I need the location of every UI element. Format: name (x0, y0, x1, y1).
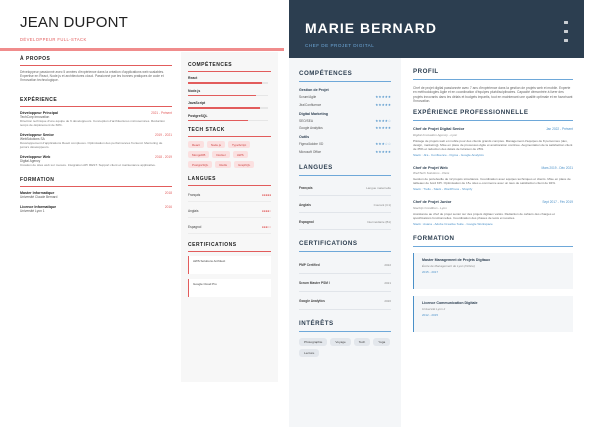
tech-tag: Docker (212, 151, 230, 158)
tech-tag: Node.js (207, 141, 225, 148)
language-item (188, 222, 271, 234)
education-item (413, 253, 573, 289)
skill-stars: ★★★★★ (375, 95, 391, 99)
degree-title: Master Management de Projets Digitaux (422, 257, 491, 262)
job-stack: Stack : Asana - Adobe Creative Suite - Google Workspace (413, 221, 493, 226)
degree-date: 2015 - 2017 (422, 269, 439, 274)
tech-tag: MongoDB (188, 151, 209, 158)
job-title: Chef de Projet Digital Senior (413, 127, 465, 132)
education-item (413, 296, 573, 332)
job-description: Pilotage de projets web et mobile pour des clients grands comptes. Management d'équipes de 8 personnes (dev, design, marketing). Mise en place de processus Agile et amélioration continue. Augmentation de la satisfaction client de 35% et réduction des délais de livraison de 25%. (413, 138, 573, 151)
job-description: Création de sites web sur mesure. Intégration API REST. Support client et maintenance applicative. (20, 162, 156, 167)
skill-item (188, 76, 271, 84)
language-level: Courant (C1) (373, 202, 391, 207)
experience-heading: EXPÉRIENCE PROFESSIONNELLE (413, 109, 573, 121)
education-item (20, 191, 172, 199)
job-date: Mars 2019 - Déc 2021 (541, 165, 573, 170)
certifications-list (299, 258, 391, 310)
job-stack: Stack : Jira - Confluence - Figma - Google Analytics (413, 152, 484, 157)
job-company: Digital Innovation Agency - Lyon (413, 132, 458, 137)
language-name: Français (188, 193, 201, 197)
skill-stars: ★★★★★ (375, 149, 391, 154)
certification-item (299, 294, 391, 310)
interest-tags (299, 338, 391, 357)
languages-list (188, 190, 271, 234)
tech-tag: AWS (233, 151, 248, 158)
degree-date: 2018 (164, 190, 172, 195)
skill-item (188, 89, 271, 97)
job-description: Développement d'applications React complexes. Optimisation des performances frontend. Mentoring de juniors développeurs. (20, 140, 163, 149)
language-item (299, 182, 391, 196)
certification-item (299, 276, 391, 292)
header-divider (0, 48, 284, 51)
degree-date: 2012 - 2015 (422, 312, 439, 317)
skill-name: Node.js (188, 88, 201, 93)
certification-name: Scrum Master PSM I (299, 280, 330, 285)
language-level-dots: ●●●○○ (261, 225, 271, 229)
experience-item (20, 155, 172, 167)
skill-name: PostgreSQL (188, 113, 208, 118)
job-company: WebSolutions SA (20, 136, 45, 141)
skills-heading: COMPÉTENCES (299, 70, 391, 82)
job-date: Jan 2022 - Présent (546, 127, 573, 132)
tech-tag: TypeScript (228, 141, 250, 148)
certification-item: Google Cloud Pro (188, 279, 271, 297)
degree-school: École de Management de Lyon (Online) (422, 263, 475, 268)
interest-tag: Yoga (373, 338, 390, 346)
resume-marie-bernard (289, 0, 584, 427)
skill-bar (188, 107, 268, 109)
skill-item (299, 95, 391, 99)
experience-item (20, 111, 172, 127)
experience-item (413, 127, 573, 157)
job-title: Développeur Senior (20, 132, 54, 137)
skill-bar-fill (188, 82, 262, 84)
job-description: Gestion de portefeuille de 12 projets simultanés. Coordination avec équipes techniques et clients. Mise en place de tableaux de bord KPI. Optimisation de 15+ sites e-commerce avec un taux de satisfaction client de 92%. (413, 177, 571, 186)
skill-bar (188, 95, 268, 97)
skills-list (188, 76, 271, 121)
skills-list (299, 88, 391, 154)
location-icon (564, 39, 568, 42)
skill-item (299, 119, 391, 123)
language-item (299, 216, 391, 230)
experience-list (413, 127, 573, 226)
skill-name: React (188, 76, 198, 80)
skill-item (299, 103, 391, 107)
certifications-heading: CERTIFICATIONS (299, 240, 391, 252)
job-title: Chef de Projet Web (413, 165, 448, 170)
degree-school: Université Lyon 1 (20, 208, 45, 213)
certification-item (299, 258, 391, 274)
language-level: Langue maternelle (366, 185, 391, 190)
language-item (299, 199, 391, 213)
job-date: 2021 - Présent (151, 110, 172, 115)
job-title: Développeur Principal (20, 110, 58, 115)
skill-name: Scrum/Agile (299, 95, 317, 99)
job-company: WebTech Solutions - Paris (413, 171, 450, 176)
education-list (413, 253, 573, 332)
degree-title: Licence Informatique (20, 204, 57, 209)
email-icon (564, 21, 568, 24)
degree-date: 2016 (164, 204, 172, 209)
about-heading: À PROPOS (20, 56, 172, 66)
experience-item (413, 166, 573, 192)
tech-tag: GraphQL (234, 161, 254, 168)
job-date: 2018 - 2019 (154, 154, 172, 159)
interest-tag: Photographie (299, 338, 327, 346)
candidate-name: JEAN DUPONT (20, 14, 129, 31)
phone-icon (564, 30, 568, 33)
job-description: Assistance au chef de projet senior sur des projets digitaux variés. Rédaction de cahiers des charges et spécifications fonctionnelles. Coordination des phases de tests et recettes. (413, 211, 555, 220)
languages-heading: LANGUES (299, 164, 391, 176)
language-name: Anglais (188, 209, 199, 213)
skill-bar-fill (188, 120, 248, 122)
interest-tag: Voyage (330, 338, 350, 346)
skill-name: SEO/SEA (299, 118, 313, 123)
language-name: Français (299, 185, 313, 190)
skill-item (299, 150, 391, 154)
main-column (413, 68, 573, 339)
interest-tag: Tech (354, 338, 371, 346)
skill-item (188, 101, 271, 109)
job-company: Digital Agency (20, 158, 41, 163)
interests-heading: INTÉRÊTS (299, 320, 391, 332)
experience-item (413, 200, 573, 226)
tech-tag: PostgreSQL (188, 161, 212, 168)
skills-heading: COMPÉTENCES (188, 62, 271, 72)
job-date: Sept 2017 - Fév 2019 (542, 200, 573, 205)
certification-year: 2022 (384, 262, 391, 267)
skill-stars: ★★★★★ (375, 126, 391, 130)
job-stack: Stack : Trello - Slack - WordPress - Shopify (413, 187, 473, 192)
experience-heading: EXPÉRIENCE (20, 97, 172, 107)
skill-name: Jira/Confluence (299, 102, 322, 107)
certification-year: 2021 (384, 280, 391, 285)
about-text: Développeur passionné avec 5 années d'expérience dans la création d'applications web scalables. Expertise en React, Node.js et architectures cloud. Passionné par les bonnes pratiques de code et l'innovation technologique. (20, 70, 165, 83)
language-level-dots: ●●●●○ (261, 209, 271, 213)
certification-item: AWS Solutions Architect (188, 256, 271, 274)
education-heading: FORMATION (413, 235, 573, 247)
skill-bar (188, 82, 268, 84)
sidebar-column (289, 58, 401, 427)
techstack-tags (188, 141, 271, 168)
resume-jean-dupont (0, 0, 284, 427)
job-description: Direction technique d'une équipe de 6 développeurs. Conception d'architectures microservices. Réduction temps de déploiement de 60%. (20, 118, 165, 127)
skill-stars: ★★★★☆ (375, 118, 391, 123)
certification-year: 2020 (384, 298, 391, 303)
profile-text: Chef de projet digital passionnée avec 7 ans d'expérience dans la gestion de projets web et mobile. Experte en méthodologies Agile et en coordination d'équipes pluridisciplinaires. Capacité démontrée à livrer des projets innovants dans les délais et budgets impartis, tout en maintenant une qualité optimale et en favorisant l'innovation. (413, 86, 573, 103)
skill-name: Microsoft Office (299, 149, 322, 154)
certification-name: PMP Certified (299, 262, 320, 267)
candidate-role: CHEF DE PROJET DIGITAL (305, 43, 375, 48)
candidate-role: DÉVELOPPEUR FULL-STACK (20, 37, 87, 42)
skill-item (299, 142, 391, 146)
language-level-dots: ●●●●● (261, 193, 271, 197)
tech-tag: Redis (215, 161, 231, 168)
certifications-heading: CERTIFICATIONS (188, 242, 271, 252)
techstack-heading: TECH STACK (188, 127, 271, 137)
profile-heading: PROFIL (413, 68, 573, 80)
degree-title: Licence Communication Digitale (422, 300, 478, 305)
education-item (20, 205, 172, 213)
language-level: Intermédiaire (B1) (366, 219, 391, 224)
language-item (188, 190, 271, 202)
job-date: 2019 - 2021 (154, 132, 172, 137)
candidate-name: MARIE BERNARD (305, 20, 437, 36)
sidebar-column (181, 52, 278, 382)
skill-group-title: Gestion de Projet (299, 88, 329, 92)
skill-stars: ★★★★★ (375, 102, 391, 107)
skill-name: Figma/Adobe XD (299, 142, 324, 146)
degree-school: Université Claude Bernard (20, 194, 58, 199)
skill-item (188, 114, 271, 122)
resume-header (0, 0, 284, 48)
certification-name: Google Analytics (299, 298, 325, 303)
job-title: Développeur Web (20, 154, 51, 159)
job-title: Chef de Projet Junior (413, 200, 452, 205)
skill-bar-fill (188, 95, 256, 97)
language-name: Anglais (299, 202, 311, 207)
skill-bar-fill (188, 107, 260, 109)
language-item (188, 206, 271, 218)
job-company: StartUp Condition - Lyon (413, 205, 447, 210)
degree-title: Master Informatique (20, 190, 55, 195)
skill-bar (188, 120, 268, 122)
skill-group-title: Digital Marketing (299, 111, 328, 116)
resume-header (289, 0, 584, 58)
degree-school: Université Lyon 2 (422, 306, 446, 311)
skill-name: JavaScript (188, 101, 206, 105)
languages-heading: LANGUES (188, 176, 271, 186)
job-company: TechCorp Innovation (20, 114, 50, 119)
language-name: Espagnol (188, 225, 202, 229)
education-heading: FORMATION (20, 177, 172, 187)
skill-name: Google Analytics (299, 126, 323, 130)
skill-stars: ★★★☆☆ (375, 142, 391, 146)
languages-list (299, 182, 391, 230)
skill-group-title: Outils (299, 135, 310, 139)
main-column (20, 56, 172, 219)
tech-tag: React (188, 141, 204, 148)
skill-item (299, 126, 391, 130)
language-name: Espagnol (299, 219, 314, 224)
interest-tag: Lecture (299, 349, 319, 357)
experience-item (20, 133, 172, 149)
